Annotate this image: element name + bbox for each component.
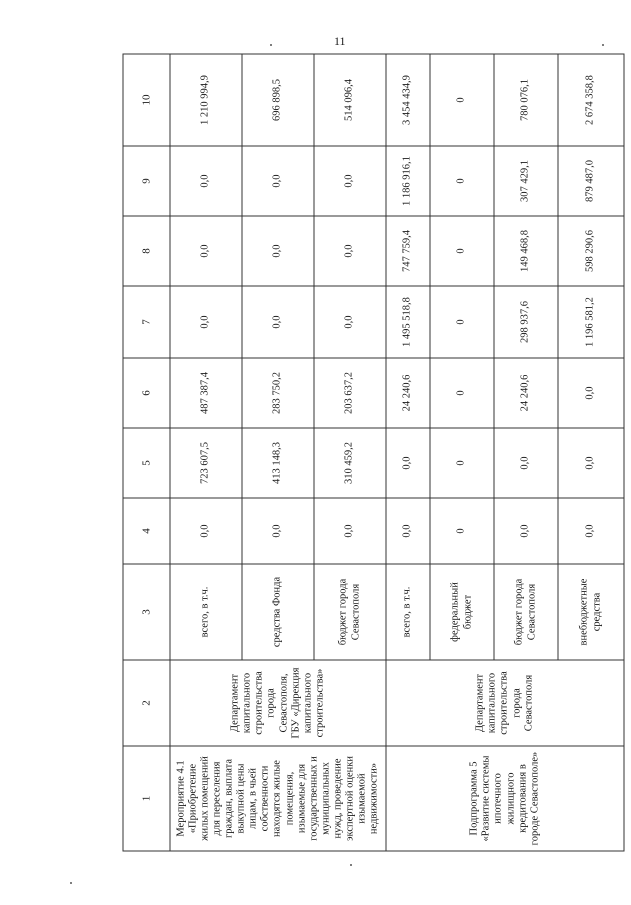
- header-cell: 9: [123, 146, 170, 216]
- scan-speck: [70, 882, 72, 884]
- source-cell: федеральный бюджет: [430, 564, 494, 660]
- value-cell: 24 240,6: [386, 358, 430, 428]
- value-cell: 0,0: [170, 286, 242, 358]
- header-cell: 2: [123, 660, 170, 746]
- value-cell: 0,0: [386, 498, 430, 564]
- value-cell: 0: [430, 358, 494, 428]
- value-cell: 0,0: [314, 498, 386, 564]
- value-cell: 0,0: [494, 498, 558, 564]
- scan-speck: [270, 44, 272, 46]
- measure-name-cell: Подпрограмма 5 «Развитие системы ипотечного жилищного кредитования в городе Севастополе»: [386, 746, 624, 851]
- header-cell: 7: [123, 286, 170, 358]
- value-cell: 24 240,6: [494, 358, 558, 428]
- value-cell: 307 429,1: [494, 146, 558, 216]
- value-cell: 1 495 518,8: [386, 286, 430, 358]
- value-cell: 0,0: [170, 216, 242, 286]
- value-cell: 298 937,6: [494, 286, 558, 358]
- value-cell: 149 468,8: [494, 216, 558, 286]
- header-cell: 3: [123, 564, 170, 660]
- source-cell: бюджет города Севастополя: [314, 564, 386, 660]
- header-cell: 6: [123, 358, 170, 428]
- page-number: 11: [334, 34, 346, 48]
- value-cell: 0,0: [558, 428, 624, 498]
- value-cell: 1 196 581,2: [558, 286, 624, 358]
- value-cell: 203 637,2: [314, 358, 386, 428]
- header-row: [123, 54, 170, 851]
- value-cell: 0,0: [242, 216, 314, 286]
- value-cell: 0,0: [558, 498, 624, 564]
- value-cell: 514 096,4: [314, 54, 386, 146]
- table-row: [386, 54, 430, 851]
- value-cell: 0: [430, 54, 494, 146]
- table-row: [170, 54, 242, 851]
- source-cell: всего, в т.ч.: [386, 564, 430, 660]
- value-cell: 0,0: [242, 146, 314, 216]
- source-cell: внебюджетные средства: [558, 564, 624, 660]
- scan-speck: [350, 864, 352, 866]
- header-cell: 10: [123, 54, 170, 146]
- value-cell: 0,0: [386, 428, 430, 498]
- budget-table: [123, 54, 625, 852]
- value-cell: 0,0: [314, 216, 386, 286]
- scan-speck: [602, 44, 604, 46]
- executor-cell: Департамент капитального строительства города Севастополя, ГБУ «Дирекция капитального строительства»: [170, 660, 386, 746]
- value-cell: 1 186 916,1: [386, 146, 430, 216]
- value-cell: 0,0: [558, 358, 624, 428]
- value-cell: 0,0: [494, 428, 558, 498]
- value-cell: 0: [430, 498, 494, 564]
- value-cell: 2 674 358,8: [558, 54, 624, 146]
- value-cell: 0: [430, 216, 494, 286]
- value-cell: 0: [430, 286, 494, 358]
- value-cell: 413 148,3: [242, 428, 314, 498]
- value-cell: 3 454 434,9: [386, 54, 430, 146]
- value-cell: 310 459,2: [314, 428, 386, 498]
- value-cell: 0,0: [170, 498, 242, 564]
- source-cell: бюджет города Севастополя: [494, 564, 558, 660]
- value-cell: 879 487,0: [558, 146, 624, 216]
- header-cell: 8: [123, 216, 170, 286]
- header-cell: 1: [123, 746, 170, 851]
- value-cell: 0,0: [314, 146, 386, 216]
- value-cell: 780 076,1: [494, 54, 558, 146]
- value-cell: 487 387,4: [170, 358, 242, 428]
- measure-name-cell: Мероприятие 4.1 «Приобретение жилых помещений для переселения граждан, выплата выкупной цены лицам, в чьей собственности находятся жилые помещения, изымаемые для государственных и муниципальных нужд, проведение экспертной оценки изымаемой недвижимости»: [170, 746, 386, 851]
- value-cell: 283 750,2: [242, 358, 314, 428]
- value-cell: 0: [430, 428, 494, 498]
- header-cell: 4: [123, 498, 170, 564]
- header-cell: 5: [123, 428, 170, 498]
- rotated-table-wrapper: [123, 55, 625, 852]
- value-cell: 1 210 994,9: [170, 54, 242, 146]
- value-cell: 598 290,6: [558, 216, 624, 286]
- value-cell: 0,0: [170, 146, 242, 216]
- source-cell: всего, в т.ч.: [170, 564, 242, 660]
- value-cell: 0,0: [242, 498, 314, 564]
- value-cell: 696 898,5: [242, 54, 314, 146]
- value-cell: 747 759,4: [386, 216, 430, 286]
- value-cell: 0,0: [242, 286, 314, 358]
- executor-cell: Департамент капитального строительства города Севастополя: [386, 660, 624, 746]
- value-cell: 0: [430, 146, 494, 216]
- value-cell: 723 607,5: [170, 428, 242, 498]
- value-cell: 0,0: [314, 286, 386, 358]
- source-cell: средства Фонда: [242, 564, 314, 660]
